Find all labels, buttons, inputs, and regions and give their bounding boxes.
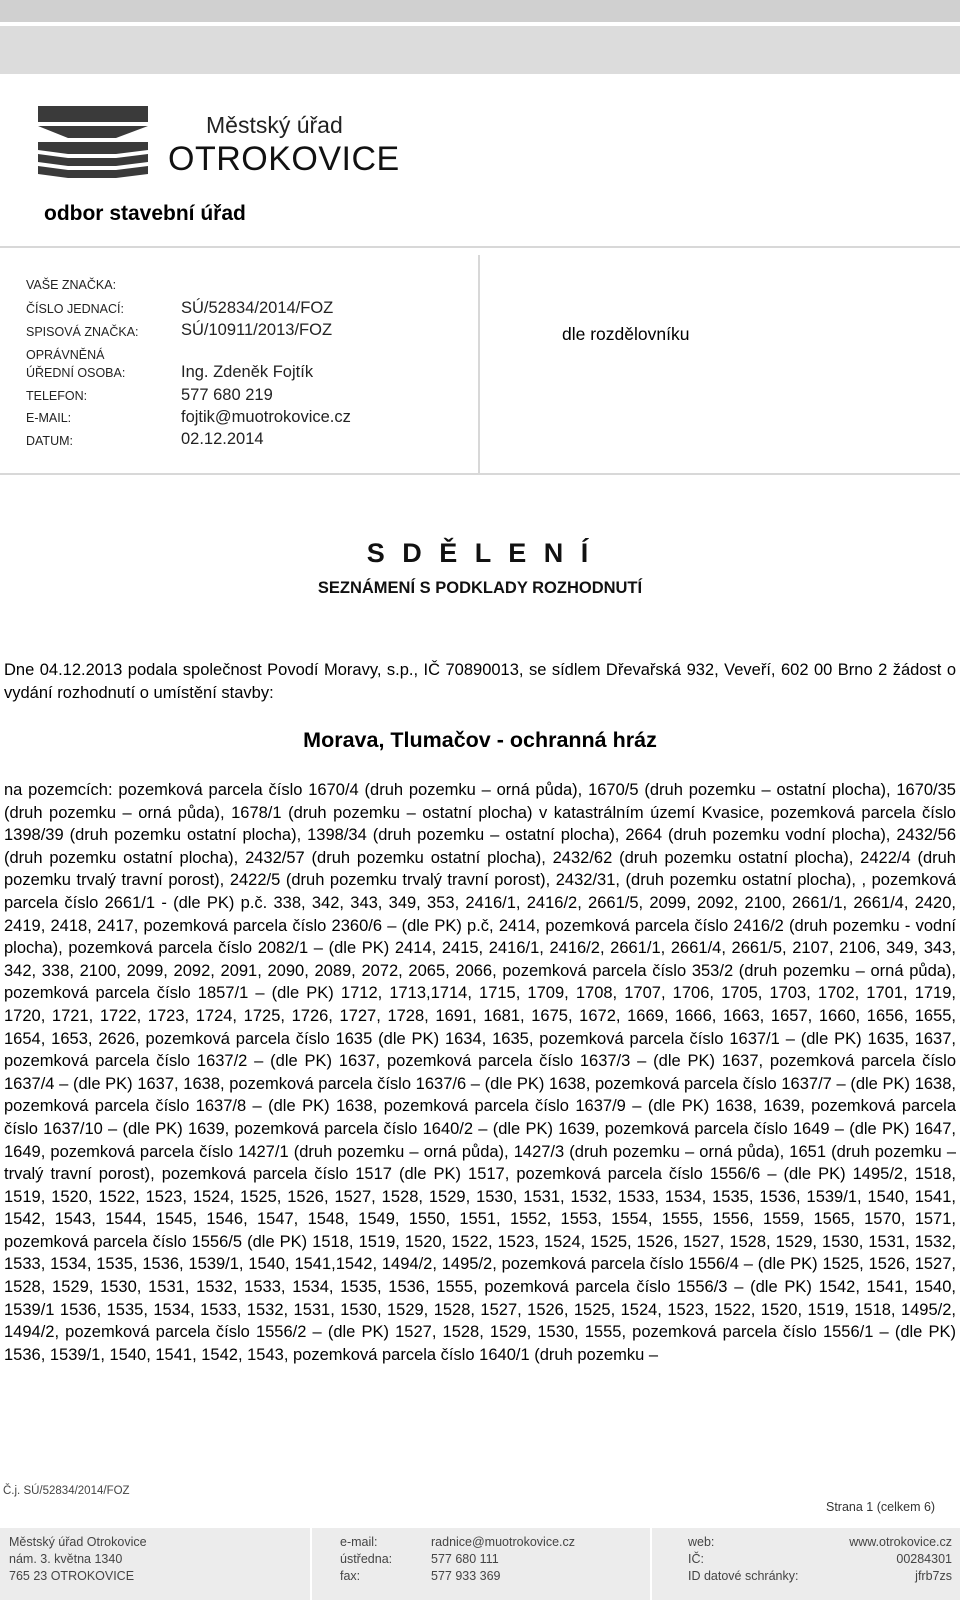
meta-bottom-divider xyxy=(0,473,960,475)
city-logo-icon xyxy=(38,104,148,178)
footer-fax-value: 577 933 369 xyxy=(431,1569,501,1583)
date-value: 02.12.2014 xyxy=(181,430,264,448)
footer-ds-label: ID datové schránky: xyxy=(688,1569,799,1583)
footer-phone-label: ústředna: xyxy=(340,1552,393,1566)
header-divider xyxy=(0,246,960,248)
city-name-line1: Městský úřad xyxy=(206,112,343,138)
intro-paragraph: Dne 04.12.2013 podala společnost Povodí Moravy, s.p., IČ 70890013, se sídlem Dřevařská 932, Veveří, 602 00 Brno 2 žádost o vydání rozhodnutí o umístění stavby: xyxy=(4,661,956,702)
cj-label: ČÍSLO JEDNACÍ: xyxy=(26,302,124,316)
document-subtitle: SEZNÁMENÍ S PODKLADY ROZHODNUTÍ xyxy=(317,579,643,597)
phone-label: TELEFON: xyxy=(26,389,88,403)
footer-email-value: radnice@muotrokovice.cz xyxy=(431,1535,575,1549)
footer-divider xyxy=(650,1528,652,1600)
footer-ds-value: jfrb7zs xyxy=(915,1569,952,1583)
official-label-2: ÚŘEDNÍ OSOBA: xyxy=(26,366,126,380)
spis-label: SPISOVÁ ZNAČKA: xyxy=(26,325,139,339)
cj-value: SÚ/52834/2014/FOZ xyxy=(181,299,334,317)
footer-email-label: e-mail: xyxy=(340,1535,378,1549)
project-name: Morava, Tlumačov - ochranná hráz xyxy=(303,728,657,752)
footer-divider xyxy=(310,1528,312,1600)
footer-web-label: web: xyxy=(688,1535,715,1549)
footer-org: Městský úřad Otrokovice xyxy=(9,1535,147,1549)
footer-address-2: 765 23 OTROKOVICE xyxy=(9,1569,135,1583)
top-band xyxy=(0,0,960,22)
footer-ic-label: IČ: xyxy=(688,1552,704,1566)
footer-phone-value: 577 680 111 xyxy=(431,1552,499,1566)
email-label: E-MAIL: xyxy=(26,411,72,425)
meta-divider xyxy=(478,255,480,475)
footer-ic-value: 00284301 xyxy=(896,1552,952,1566)
city-name-line2: OTROKOVICE xyxy=(168,140,400,178)
document-title: S D Ě L E N Í xyxy=(366,538,594,568)
top-band-secondary xyxy=(0,26,960,74)
footer-fax-label: fax: xyxy=(340,1569,361,1583)
page-number: Strana 1 (celkem 6) xyxy=(826,1500,936,1514)
spis-value: SÚ/10911/2013/FOZ xyxy=(181,321,333,339)
footer-web-value: www.otrokovice.cz xyxy=(849,1535,952,1549)
department-name: odbor stavební úřad xyxy=(44,202,246,225)
phone-value: 577 680 219 xyxy=(181,386,273,404)
footer-reference: Č.j. SÚ/52834/2014/FOZ xyxy=(3,1485,130,1497)
ref-label: VAŠE ZNAČKA: xyxy=(26,278,117,292)
parcels-paragraph: na pozemcích: pozemková parcela číslo 1670/4 (druh pozemku – orná půda), 1670/5 (druh pozemku – ostatní plocha), 1670/35 (druh pozemku – orná půda), 1678/1 (druh pozemku – ostatní plocha) v katastrálním území Kvasice, pozemková parcela číslo 1398/39 (druh pozemku ostatní plocha), 1398/34 (druh pozemku – ostatní plocha), 2664 (druh pozemku vodní plocha), 2432/56 (druh pozemku ostatní plocha), 2432/57 (druh pozemku ostatní plocha), 2432/62 (druh pozemku ostatní plocha), 2422/4 (druh pozemku trvalý travní porost), 2422/5 (druh pozemku trvalý travní porost), 2432/31, (druh pozemku ostatní plocha), , pozemková parcela číslo 2661/1 - (dle PK) p.č. 338, 342, 343, 349, 353, 2416/1, 2416/2, 2661/5, 2099, 2092, 2100, 2661/1, 2661/4, 2420, 2419, 2418, 2417, pozemková parcela číslo 2360/6 – (dle PK) p.č, 2414, pozemková parcela číslo 2416/2 (druh pozemku - vodní plocha), pozemková parcela číslo 2082/1 – (dle PK) 2414, 2415, 2416/1, 2416/2, 2661/1, 2661/4, 2661/5, 2107, 2106, 349, 343, 342, 338, 2100, 2099, 2092, 2091, 2090, 2089, 2072, 2065, 2066, pozemková parcela číslo 353/2 (druh pozemku – orná půda), pozemková parcela číslo 1857/1 – (dle PK) 1712, 1713,1714, 1715, 1709, 1708, 1707, 1706, 1705, 1703, 1702, 1701, 1719, 1720, 1721, 1722, 1723, 1724, 1725, 1726, 1727, 1728, 1691, 1681, 1675, 1672, 1669, 1666, 1663, 1657, 1660, 1656, 1655, 1654, 1653, 2626, pozemková parcela číslo 1635 (dle PK) 1634, 1635, pozemková parcela číslo 1637/1 – (dle PK) 1635, 1637, pozemková parcela číslo 1637/2 – (dle PK) 1637, pozemková parcela číslo 1637/3 – (dle PK) 1637, pozemková parcela číslo 1637/4 – (dle PK) 1637, 1638, pozemková parcela číslo 1637/6 – (dle PK) 1638, pozemková parcela číslo 1637/7 – (dle PK) 1638, pozemková parcela číslo 1637/8 – (dle PK) 1638, pozemková parcela číslo 1637/9 – (dle PK) 1638, 1639, pozemková parcela číslo 1637/10 – (dle PK) 1639, pozemková parcela číslo 1640/2 – (dle PK) 1639, pozemková parcela číslo 1649 – (dle PK) 1647, 1649, pozemková parcela číslo 1427/1 (druh pozemku – orná půda), 1427/3 (druh pozemku – orná půda), 1651 (druh pozemku – trvalý travní porost), pozemková parcela číslo 1517 (dle PK) 1517, pozemková parcela číslo 1556/6 – (dle PK) 1495/2, 1518, 1519, 1520, 1522, 1523, 1524, 1525, 1526, 1527, 1528, 1529, 1530, 1531, 1532, 1533, 1534, 1535, 1536, 1539/1, 1540, 1541, 1542, 1543, 1544, 1545, 1546, 1547, 1548, 1549, 1550, 1551, 1552, 1553, 1554, 1555, 1556, 1559, 1565, 1570, 1571, pozemková parcela číslo 1556/5 (dle PK) 1518, 1519, 1520, 1522, 1523, 1524, 1525, 1526, 1527, 1528, 1529, 1530, 1531, 1532, 1533, 1534, 1535, 1536, 1539/1, 1540, 1541,1542, 1494/2, 1495/2, pozemková parcela číslo 1556/4 – (dle PK) 1525, 1526, 1527, 1528, 1529, 1530, 1531, 1532, 1533, 1534, 1535, 1536, 1555, pozemková parcela číslo 1556/3 – (dle PK) 1542, 1541, 1540, 1539/1 1536, 1535, 1534, 1533, 1532, 1531, 1530, 1529, 1528, 1527, 1526, 1525, 1524, 1523, 1522, 1520, 1519, 1518, 1495/2, 1494/2, pozemková parcela číslo 1556/2 – (dle PK) 1527, 1528, 1529, 1530, 1555, pozemková parcela číslo 1556/1 – (dle PK) 1536, 1539/1, 1540, 1541, 1542, 1543, pozemková parcela číslo 1640/1 (druh pozemku – xyxy=(4,781,956,1364)
email-value: fojtik@muotrokovice.cz xyxy=(181,408,351,426)
official-value: Ing. Zdeněk Fojtík xyxy=(181,363,314,381)
recipient: dle rozdělovníku xyxy=(562,324,690,344)
footer-address-1: nám. 3. května 1340 xyxy=(9,1552,123,1566)
official-label-1: OPRÁVNĚNÁ xyxy=(26,348,105,362)
date-label: DATUM: xyxy=(26,434,73,448)
